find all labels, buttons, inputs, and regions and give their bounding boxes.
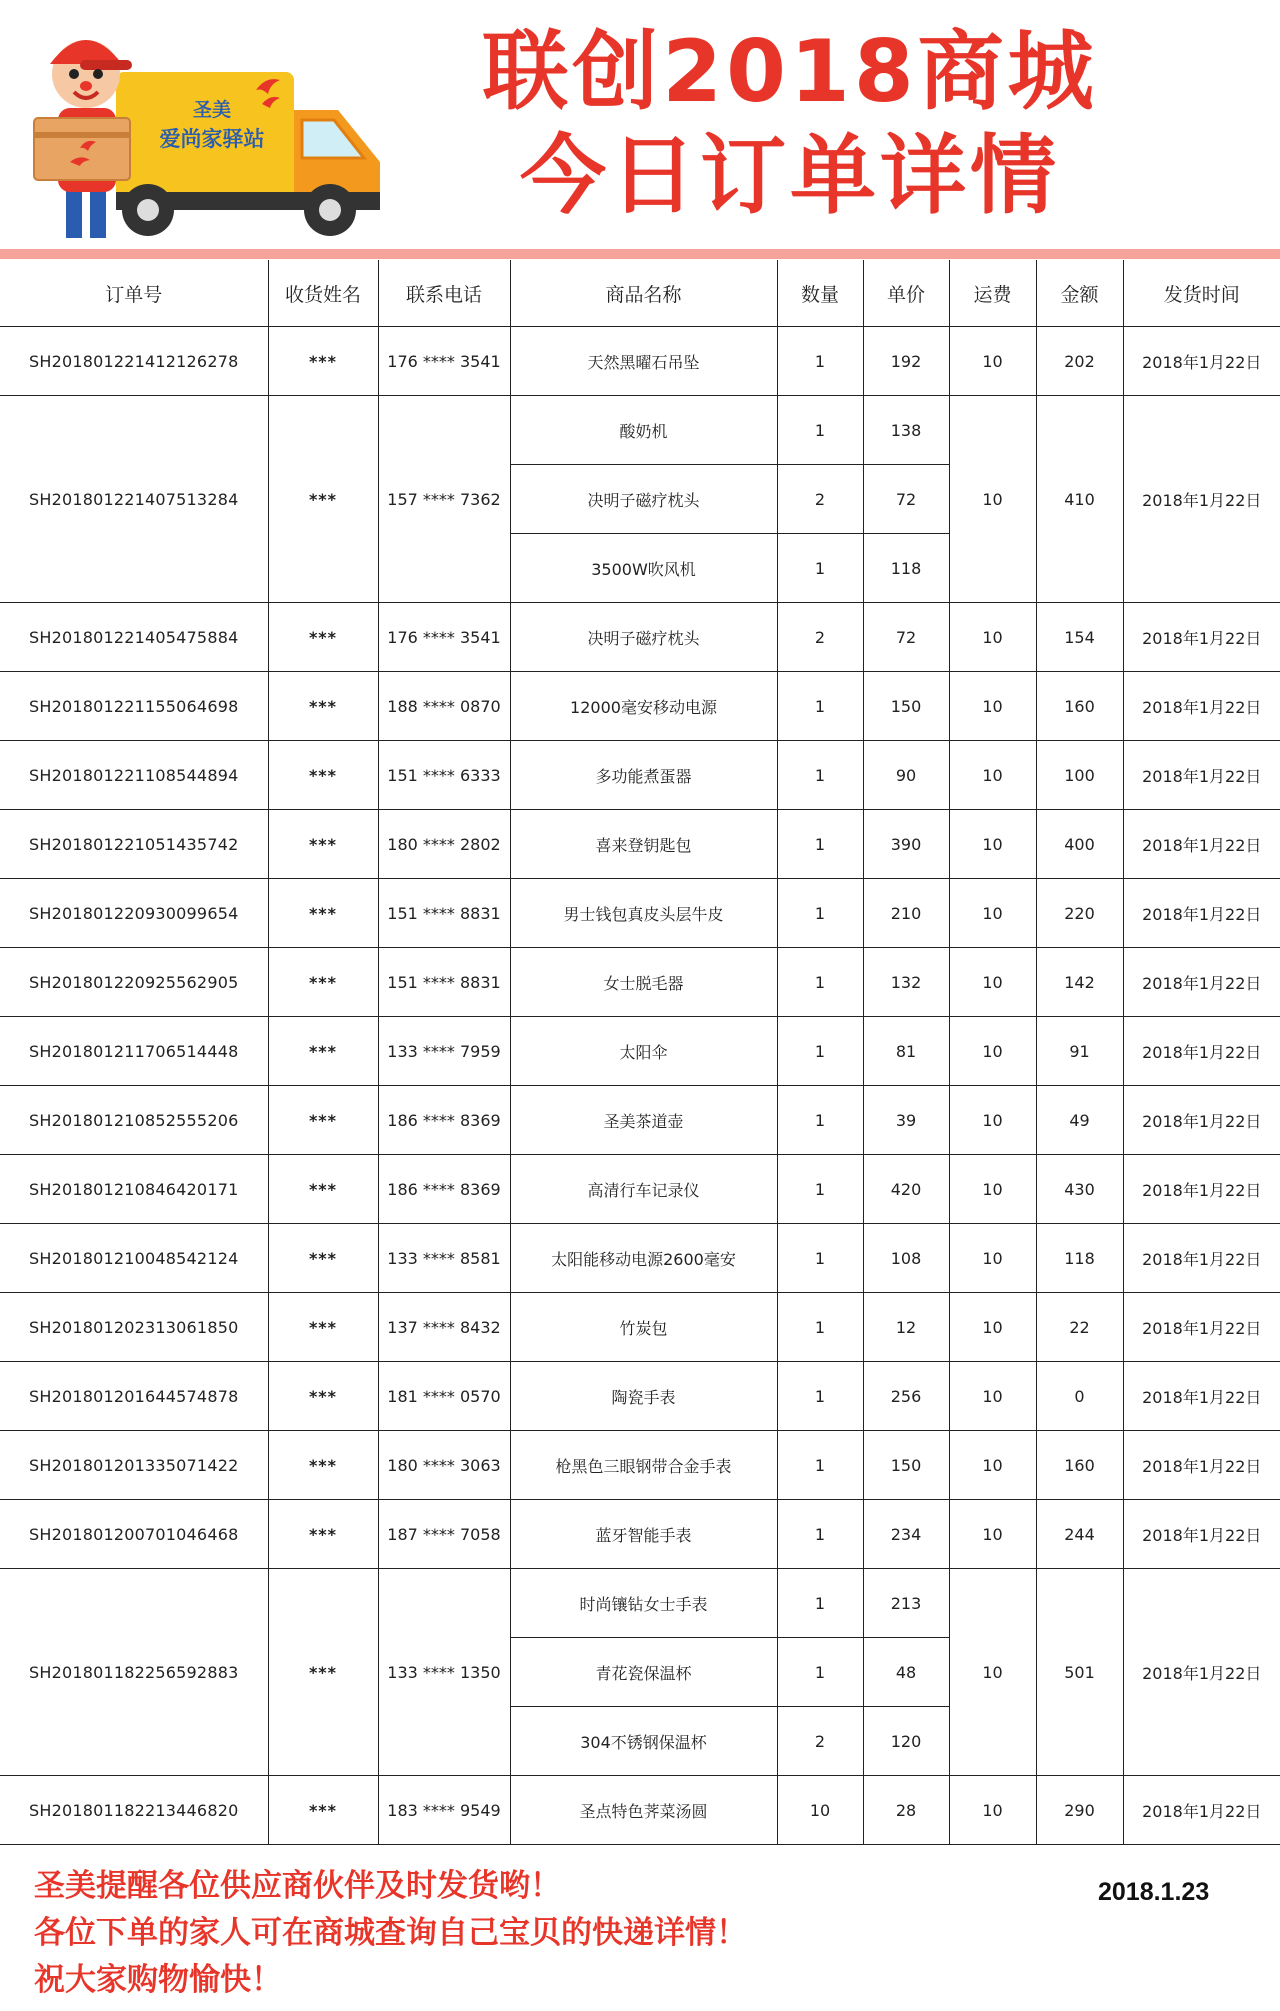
- phone-cell: 151 **** 8831: [378, 879, 510, 948]
- amount-cell: 100: [1036, 741, 1123, 810]
- ship-date-cell: 2018年1月22日: [1123, 1431, 1280, 1500]
- shipping-fee-cell: 10: [949, 741, 1036, 810]
- shipping-fee-cell: 10: [949, 672, 1036, 741]
- order-id-cell: SH201801211706514448: [0, 1017, 268, 1086]
- product-name-cell: 天然黑曜石吊坠: [510, 327, 777, 396]
- table-header-row: [0, 260, 1280, 327]
- unit-price-cell: 150: [863, 1431, 949, 1500]
- phone-cell: 133 **** 1350: [378, 1569, 510, 1776]
- amount-cell: 430: [1036, 1155, 1123, 1224]
- amount-cell: 244: [1036, 1500, 1123, 1569]
- order-id-cell: SH201801221412126278: [0, 327, 268, 396]
- shipping-fee-cell: 10: [949, 1155, 1036, 1224]
- unit-price-cell: 12: [863, 1293, 949, 1362]
- table-row: [0, 1293, 1280, 1362]
- recipient-name-cell: ***: [268, 1155, 378, 1224]
- order-id-cell: SH201801221405475884: [0, 603, 268, 672]
- ship-date-cell: 2018年1月22日: [1123, 879, 1280, 948]
- table-row: [0, 1431, 1280, 1500]
- footer-reminder-line-3: 祝大家购物愉快！: [34, 1962, 282, 1998]
- delivery-truck-illustration: [20, 12, 400, 252]
- phone-cell: 157 **** 7362: [378, 396, 510, 603]
- product-name-cell: 多功能煮蛋器: [510, 741, 777, 810]
- ship-date-cell: 2018年1月22日: [1123, 603, 1280, 672]
- order-id-cell: SH201801201644574878: [0, 1362, 268, 1431]
- product-name-cell: 圣美茶道壶: [510, 1086, 777, 1155]
- shipping-fee-cell: 10: [949, 1431, 1036, 1500]
- product-name-cell: 酸奶机: [510, 396, 777, 465]
- quantity-cell: 1: [777, 1293, 863, 1362]
- product-name-cell: 竹炭包: [510, 1293, 777, 1362]
- order-id-cell: SH201801221108544894: [0, 741, 268, 810]
- shipping-fee-cell: 10: [949, 1224, 1036, 1293]
- amount-cell: 142: [1036, 948, 1123, 1017]
- title-line-1: 联创2018商城: [482, 22, 1098, 122]
- table-row: [0, 672, 1280, 741]
- quantity-cell: 1: [777, 948, 863, 1017]
- table-row: [0, 1224, 1280, 1293]
- header-divider: [0, 249, 1280, 259]
- amount-cell: 202: [1036, 327, 1123, 396]
- amount-cell: 49: [1036, 1086, 1123, 1155]
- column-header: 数量: [777, 260, 863, 327]
- unit-price-cell: 390: [863, 810, 949, 879]
- recipient-name-cell: ***: [268, 1017, 378, 1086]
- product-name-cell: 女士脱毛器: [510, 948, 777, 1017]
- amount-cell: 154: [1036, 603, 1123, 672]
- truck-sign-line1: 圣美: [192, 99, 232, 121]
- unit-price-cell: 48: [863, 1638, 949, 1707]
- ship-date-cell: 2018年1月22日: [1123, 741, 1280, 810]
- ship-date-cell: 2018年1月22日: [1123, 1362, 1280, 1431]
- amount-cell: 400: [1036, 810, 1123, 879]
- order-id-cell: SH201801182213446820: [0, 1776, 268, 1845]
- product-name-cell: 蓝牙智能手表: [510, 1500, 777, 1569]
- amount-cell: 410: [1036, 396, 1123, 603]
- order-id-cell: SH201801220930099654: [0, 879, 268, 948]
- recipient-name-cell: ***: [268, 327, 378, 396]
- recipient-name-cell: ***: [268, 1500, 378, 1569]
- product-name-cell: 决明子磁疗枕头: [510, 603, 777, 672]
- table-row: [0, 879, 1280, 948]
- product-name-cell: 青花瓷保温杯: [510, 1638, 777, 1707]
- unit-price-cell: 72: [863, 603, 949, 672]
- unit-price-cell: 28: [863, 1776, 949, 1845]
- ship-date-cell: 2018年1月22日: [1123, 948, 1280, 1017]
- table-row: [0, 1155, 1280, 1224]
- footer-reminder-line-1: 圣美提醒各位供应商伙伴及时发货哟！: [34, 1868, 561, 1904]
- amount-cell: 160: [1036, 672, 1123, 741]
- recipient-name-cell: ***: [268, 396, 378, 603]
- phone-cell: 181 **** 0570: [378, 1362, 510, 1431]
- phone-cell: 186 **** 8369: [378, 1086, 510, 1155]
- ship-date-cell: 2018年1月22日: [1123, 1086, 1280, 1155]
- unit-price-cell: 120: [863, 1707, 949, 1776]
- table-row: [0, 1086, 1280, 1155]
- recipient-name-cell: ***: [268, 741, 378, 810]
- order-id-cell: SH201801200701046468: [0, 1500, 268, 1569]
- footer: [0, 1840, 1280, 2011]
- order-id-cell: SH201801221155064698: [0, 672, 268, 741]
- product-name-cell: 陶瓷手表: [510, 1362, 777, 1431]
- order-id-cell: SH201801220925562905: [0, 948, 268, 1017]
- column-header: 联系电话: [378, 260, 510, 327]
- quantity-cell: 1: [777, 1155, 863, 1224]
- recipient-name-cell: ***: [268, 672, 378, 741]
- amount-cell: 91: [1036, 1017, 1123, 1086]
- ship-date-cell: 2018年1月22日: [1123, 1224, 1280, 1293]
- ship-date-cell: 2018年1月22日: [1123, 1569, 1280, 1776]
- product-name-cell: 枪黑色三眼钢带合金手表: [510, 1431, 777, 1500]
- unit-price-cell: 39: [863, 1086, 949, 1155]
- shipping-fee-cell: 10: [949, 1086, 1036, 1155]
- shipping-fee-cell: 10: [949, 1569, 1036, 1776]
- footer-reminder-line-2: 各位下单的家人可在商城查询自己宝贝的快递详情！: [34, 1915, 747, 1951]
- quantity-cell: 1: [777, 879, 863, 948]
- shipping-fee-cell: 10: [949, 1017, 1036, 1086]
- order-id-cell: SH201801210846420171: [0, 1155, 268, 1224]
- amount-cell: 160: [1036, 1431, 1123, 1500]
- phone-cell: 151 **** 8831: [378, 948, 510, 1017]
- quantity-cell: 1: [777, 1086, 863, 1155]
- footer-date: 2018.1.23: [1098, 1878, 1210, 1906]
- quantity-cell: 1: [777, 1431, 863, 1500]
- quantity-cell: 1: [777, 1362, 863, 1431]
- page-title: [400, 22, 1180, 242]
- header: [0, 0, 1280, 262]
- product-name-cell: 3500W吹风机: [510, 534, 777, 603]
- quantity-cell: 1: [777, 672, 863, 741]
- column-header: 订单号: [0, 260, 268, 327]
- unit-price-cell: 213: [863, 1569, 949, 1638]
- quantity-cell: 10: [777, 1776, 863, 1845]
- phone-cell: 176 **** 3541: [378, 603, 510, 672]
- phone-cell: 133 **** 7959: [378, 1017, 510, 1086]
- quantity-cell: 2: [777, 465, 863, 534]
- shipping-fee-cell: 10: [949, 1776, 1036, 1845]
- column-header: 商品名称: [510, 260, 777, 327]
- ship-date-cell: 2018年1月22日: [1123, 1293, 1280, 1362]
- ship-date-cell: 2018年1月22日: [1123, 396, 1280, 603]
- table-row: [0, 948, 1280, 1017]
- amount-cell: 0: [1036, 1362, 1123, 1431]
- quantity-cell: 1: [777, 1500, 863, 1569]
- product-name-cell: 太阳伞: [510, 1017, 777, 1086]
- quantity-cell: 1: [777, 1017, 863, 1086]
- unit-price-cell: 192: [863, 327, 949, 396]
- quantity-cell: 1: [777, 810, 863, 879]
- phone-cell: 151 **** 6333: [378, 741, 510, 810]
- ship-date-cell: 2018年1月22日: [1123, 1500, 1280, 1569]
- order-id-cell: SH201801182256592883: [0, 1569, 268, 1776]
- unit-price-cell: 138: [863, 396, 949, 465]
- quantity-cell: 1: [777, 327, 863, 396]
- shipping-fee-cell: 10: [949, 1362, 1036, 1431]
- unit-price-cell: 210: [863, 879, 949, 948]
- phone-cell: 137 **** 8432: [378, 1293, 510, 1362]
- shipping-fee-cell: 10: [949, 1500, 1036, 1569]
- shipping-fee-cell: 10: [949, 879, 1036, 948]
- product-name-cell: 太阳能移动电源2600毫安: [510, 1224, 777, 1293]
- column-header: 单价: [863, 260, 949, 327]
- recipient-name-cell: ***: [268, 810, 378, 879]
- table-row: [0, 1776, 1280, 1845]
- table-row: [0, 1500, 1280, 1569]
- unit-price-cell: 256: [863, 1362, 949, 1431]
- recipient-name-cell: ***: [268, 1776, 378, 1845]
- table-body: [0, 327, 1280, 1845]
- phone-cell: 133 **** 8581: [378, 1224, 510, 1293]
- order-id-cell: SH201801210048542124: [0, 1224, 268, 1293]
- shipping-fee-cell: 10: [949, 810, 1036, 879]
- quantity-cell: 1: [777, 396, 863, 465]
- shipping-fee-cell: 10: [949, 948, 1036, 1017]
- unit-price-cell: 420: [863, 1155, 949, 1224]
- truck-sign-line2: 爱尚家驿站: [159, 127, 265, 151]
- recipient-name-cell: ***: [268, 1362, 378, 1431]
- product-name-cell: 男士钱包真皮头层牛皮: [510, 879, 777, 948]
- quantity-cell: 1: [777, 1638, 863, 1707]
- product-name-cell: 12000毫安移动电源: [510, 672, 777, 741]
- ship-date-cell: 2018年1月22日: [1123, 327, 1280, 396]
- product-name-cell: 圣点特色荠菜汤圆: [510, 1776, 777, 1845]
- column-header: 发货时间: [1123, 260, 1280, 327]
- ship-date-cell: 2018年1月22日: [1123, 1017, 1280, 1086]
- unit-price-cell: 90: [863, 741, 949, 810]
- table-row: [0, 1569, 1280, 1638]
- phone-cell: 183 **** 9549: [378, 1776, 510, 1845]
- phone-cell: 180 **** 2802: [378, 810, 510, 879]
- table-row: [0, 1017, 1280, 1086]
- unit-price-cell: 132: [863, 948, 949, 1017]
- phone-cell: 188 **** 0870: [378, 672, 510, 741]
- shipping-fee-cell: 10: [949, 327, 1036, 396]
- recipient-name-cell: ***: [268, 879, 378, 948]
- recipient-name-cell: ***: [268, 603, 378, 672]
- unit-price-cell: 234: [863, 1500, 949, 1569]
- shipping-fee-cell: 10: [949, 396, 1036, 603]
- shipping-fee-cell: 10: [949, 603, 1036, 672]
- phone-cell: 176 **** 3541: [378, 327, 510, 396]
- unit-price-cell: 81: [863, 1017, 949, 1086]
- order-id-cell: SH201801201335071422: [0, 1431, 268, 1500]
- order-id-cell: SH201801221051435742: [0, 810, 268, 879]
- product-name-cell: 304不锈钢保温杯: [510, 1707, 777, 1776]
- recipient-name-cell: ***: [268, 1086, 378, 1155]
- quantity-cell: 2: [777, 603, 863, 672]
- order-id-cell: SH201801221407513284: [0, 396, 268, 603]
- product-name-cell: 时尚镶钻女士手表: [510, 1569, 777, 1638]
- table-row: [0, 603, 1280, 672]
- quantity-cell: 2: [777, 1707, 863, 1776]
- unit-price-cell: 108: [863, 1224, 949, 1293]
- ship-date-cell: 2018年1月22日: [1123, 1155, 1280, 1224]
- amount-cell: 501: [1036, 1569, 1123, 1776]
- product-name-cell: 决明子磁疗枕头: [510, 465, 777, 534]
- table-row: [0, 327, 1280, 396]
- recipient-name-cell: ***: [268, 1224, 378, 1293]
- order-id-cell: SH201801202313061850: [0, 1293, 268, 1362]
- recipient-name-cell: ***: [268, 1293, 378, 1362]
- table-row: [0, 810, 1280, 879]
- table-row: [0, 1362, 1280, 1431]
- amount-cell: 118: [1036, 1224, 1123, 1293]
- quantity-cell: 1: [777, 1224, 863, 1293]
- ship-date-cell: 2018年1月22日: [1123, 810, 1280, 879]
- shipping-fee-cell: 10: [949, 1293, 1036, 1362]
- recipient-name-cell: ***: [268, 1431, 378, 1500]
- parcel-box-icon: [34, 118, 130, 180]
- quantity-cell: 1: [777, 741, 863, 810]
- unit-price-cell: 72: [863, 465, 949, 534]
- recipient-name-cell: ***: [268, 1569, 378, 1776]
- quantity-cell: 1: [777, 534, 863, 603]
- ship-date-cell: 2018年1月22日: [1123, 1776, 1280, 1845]
- title-line-2: 今日订单详情: [520, 126, 1060, 226]
- table-row: [0, 741, 1280, 810]
- recipient-name-cell: ***: [268, 948, 378, 1017]
- amount-cell: 290: [1036, 1776, 1123, 1845]
- column-header: 金额: [1036, 260, 1123, 327]
- orders-table: [0, 260, 1280, 1845]
- product-name-cell: 喜来登钥匙包: [510, 810, 777, 879]
- product-name-cell: 高清行车记录仪: [510, 1155, 777, 1224]
- unit-price-cell: 118: [863, 534, 949, 603]
- phone-cell: 180 **** 3063: [378, 1431, 510, 1500]
- amount-cell: 22: [1036, 1293, 1123, 1362]
- phone-cell: 186 **** 8369: [378, 1155, 510, 1224]
- amount-cell: 220: [1036, 879, 1123, 948]
- column-header: 运费: [949, 260, 1036, 327]
- order-id-cell: SH201801210852555206: [0, 1086, 268, 1155]
- phone-cell: 187 **** 7058: [378, 1500, 510, 1569]
- ship-date-cell: 2018年1月22日: [1123, 672, 1280, 741]
- column-header: 收货姓名: [268, 260, 378, 327]
- unit-price-cell: 150: [863, 672, 949, 741]
- table-row: [0, 396, 1280, 465]
- quantity-cell: 1: [777, 1569, 863, 1638]
